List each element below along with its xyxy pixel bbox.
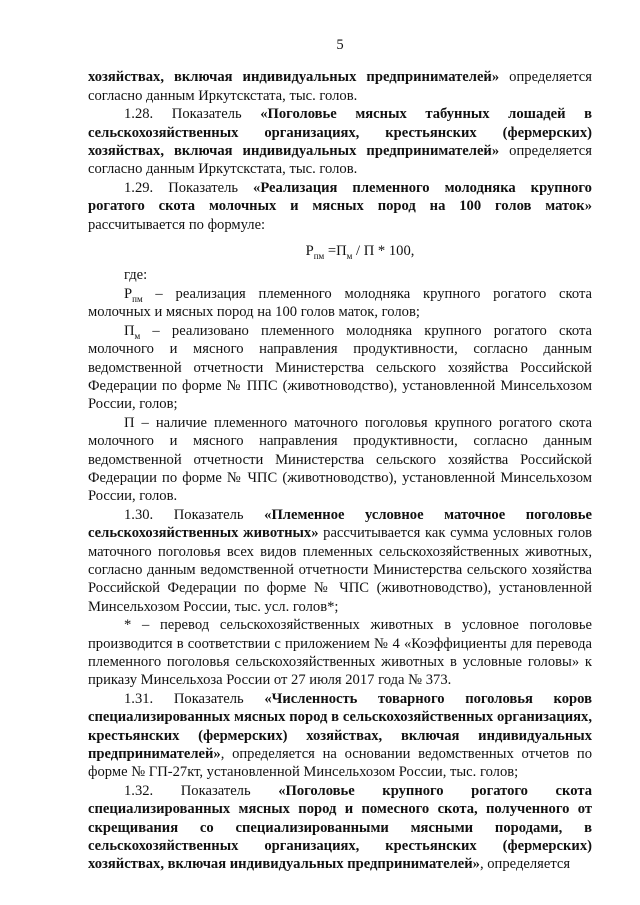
formula-equals-p: =П: [324, 243, 347, 260]
paragraph-1-28-indicator: «Поголовье мясных табунных лошадей в сельскохозяйственных организациях, крестьянских (фермерских) хозяйствах, включая индивидуальных предпринимателей»: [88, 106, 592, 160]
paragraph-1-32-text: , определяется: [479, 856, 571, 873]
definition-pm-symbol: П: [124, 322, 135, 339]
paragraph-1-31: [88, 690, 592, 782]
definition-pm-subscript: м: [134, 330, 141, 341]
paragraph-1-29-lead: 1.29. Показатель: [124, 179, 254, 196]
paragraph-continuation-bold: хозяйствах, включая индивидуальных предпринимателей»: [88, 69, 500, 86]
definition-r: [88, 285, 592, 322]
formula-p-subscript: м: [346, 250, 353, 261]
paragraph-1-29: [88, 179, 592, 234]
paragraph-1-32: [88, 782, 592, 874]
paragraph-1-28: [88, 105, 592, 179]
paragraph-1-30-indicator: «Племенное условное маточное поголовье сельскохозяйственных животных»: [88, 506, 593, 542]
paragraph-continuation-text: определяется согласно данным Иркутскстата, тыс. голов.: [88, 69, 592, 104]
page-number: 5: [336, 37, 344, 53]
footnote-paragraph: * – перевод сельскохозяйственных животных в условное поголовье производится в соответствии с приложением № 4 «Коэффициенты для перевода племенного поголовья сельскохозяйственных животных в условные головы» к приказу Минсельхоза России от 27 июля 2017 года № 373.: [88, 617, 592, 689]
definition-p: П – наличие племенного маточного поголовья крупного рогатого скота молочного и мясного направления продуктивности, согласно данным ведомственной отчетности Министерства сельского хозяйства Российской Федерации по форме № ЧПС (животноводство), установленной Минсельхозом России, голов.: [88, 414, 592, 505]
paragraph-1-30: [88, 506, 592, 616]
paragraph-continuation: [88, 68, 592, 105]
where-label: где:: [124, 267, 148, 284]
paragraph-1-31-lead: 1.31. Показатель: [124, 690, 265, 707]
definition-r-subscript: пм: [132, 293, 143, 304]
definition-pm-text: – реализовано племенного молодняка крупного рогатого скота молочного и мясного направления продуктивности, согласно данным ведомственной отчетности Министерства сельского хозяйства Российской Федерации по форме № ППС (животноводство), установленной Минсельхозом России, голов;: [88, 322, 592, 413]
formula-rest: / П * 100,: [352, 243, 415, 260]
paragraph-1-31-text: , определяется на основании ведомственных отчетов по форме № ГП-27кт, установленной Минсельхозом России, тыс. голов;: [88, 746, 592, 781]
paragraph-1-30-lead: 1.30. Показатель: [124, 506, 265, 523]
definition-r-text: – реализация племенного молодняка крупного рогатого скота молочных и мясных пород на 100 голов маток, голов;: [88, 285, 592, 321]
paragraph-1-28-lead: 1.28. Показатель: [124, 106, 261, 123]
paragraph-1-29-indicator: «Реализация племенного молодняка крупного рогатого скота молочных и мясных пород на 100 голов маток»: [88, 179, 592, 215]
formula-r-symbol: Р: [305, 243, 314, 260]
paragraph-1-32-lead: 1.32. Показатель: [124, 782, 279, 799]
formula-r-subscript: пм: [313, 250, 325, 261]
paragraph-1-32-indicator: «Поголовье крупного рогатого скота специализированных мясных пород и помесного скота, полученного от скрещивания со специализированными мясными породами, в сельскохозяйственных организациях, крестьянских (фермерских) хозяйствах, включая индивидуальных предпринимателей»: [88, 782, 592, 873]
paragraph-1-30-text: рассчитывается как сумма условных голов маточного поголовья всех видов племенных сельскохозяйственных животных, согласно данным ведомственной отчетности Министерства сельского хозяйства Российской Федерации по форме № ЧПС (животноводство), установленной Минсельхозом России, тыс. усл. голов*;: [88, 525, 593, 615]
paragraph-1-29-text: рассчитывается по формуле:: [88, 216, 266, 233]
formula: [88, 242, 592, 260]
definition-r-symbol: Р: [124, 285, 133, 302]
paragraph-1-31-indicator: «Численность товарного поголовья коров специализированных мясных пород в сельскохозяйственных организациях, крестьянских (фермерских) хозяйствах, включая индивидуальных предпринимателей»: [88, 690, 592, 763]
paragraph-1-28-text: определяется согласно данным Иркутскстата, тыс. голов.: [88, 143, 592, 178]
definition-pm: [88, 322, 592, 414]
